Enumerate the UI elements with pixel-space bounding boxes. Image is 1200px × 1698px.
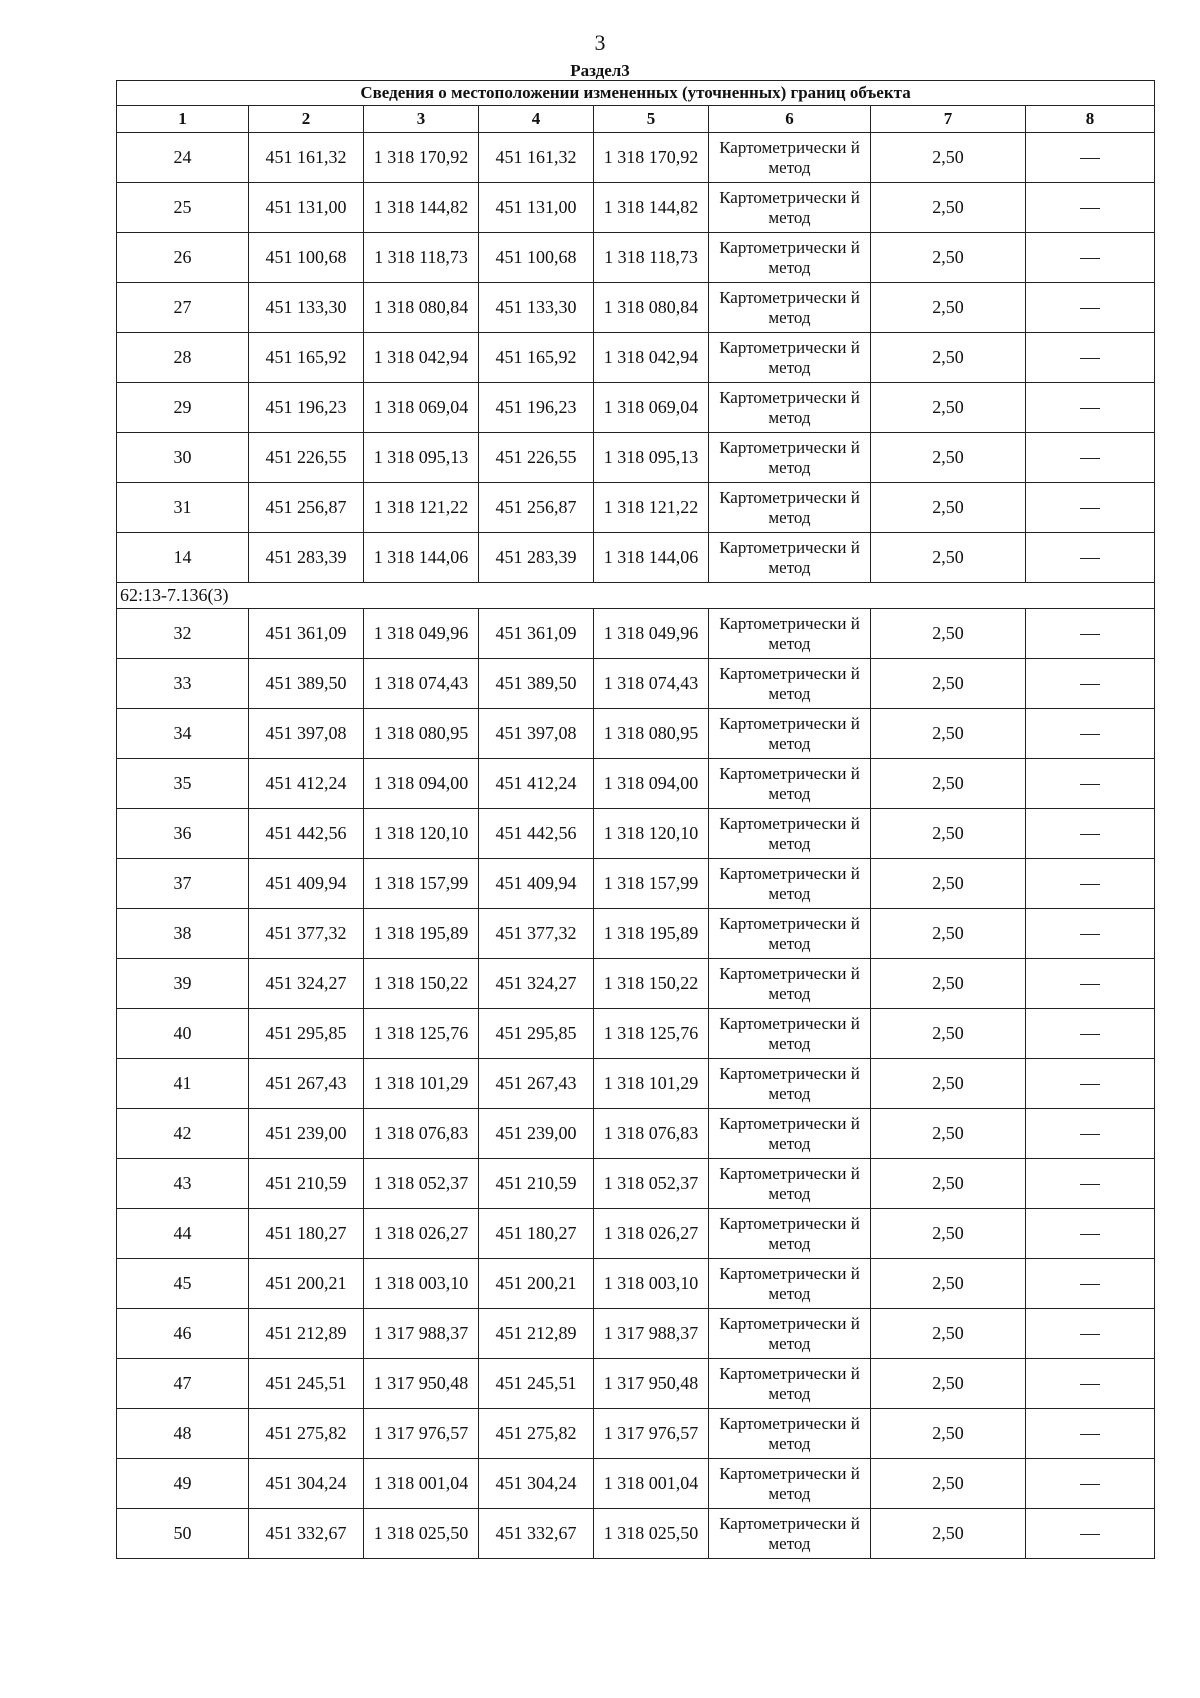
method-cell: Картометрически й метод [709,1359,871,1409]
method-cell: Картометрически й метод [709,1309,871,1359]
precision-cell: 2,50 [871,859,1026,909]
x-new-cell: 451 275,82 [479,1409,594,1459]
precision-cell: 2,50 [871,1209,1026,1259]
y-new-cell: 1 318 094,00 [594,759,709,809]
table-row [117,709,1155,759]
y-old-cell: 1 318 080,95 [364,709,479,759]
point-number-cell: 40 [117,1009,249,1059]
x-new-cell: 451 295,85 [479,1009,594,1059]
x-old-cell: 451 239,00 [249,1109,364,1159]
dash-marker [1080,634,1100,635]
y-new-cell: 1 317 950,48 [594,1359,709,1409]
precision-cell: 2,50 [871,1459,1026,1509]
method-cell: Картометрически й метод [709,709,871,759]
precision-cell: 2,50 [871,659,1026,709]
x-new-cell: 451 389,50 [479,659,594,709]
y-old-cell: 1 318 052,37 [364,1159,479,1209]
y-old-cell: 1 318 001,04 [364,1459,479,1509]
y-old-cell: 1 318 101,29 [364,1059,479,1109]
precision-cell: 2,50 [871,1359,1026,1409]
empty-cell [1026,759,1155,809]
point-number-cell: 39 [117,959,249,1009]
point-number-cell: 14 [117,533,249,583]
dash-marker [1080,834,1100,835]
point-number-cell: 25 [117,183,249,233]
empty-cell [1026,1459,1155,1509]
column-header: 3 [364,106,479,133]
y-new-cell: 1 318 069,04 [594,383,709,433]
y-new-cell: 1 318 001,04 [594,1459,709,1509]
table-row [117,433,1155,483]
x-old-cell: 451 256,87 [249,483,364,533]
column-header-row [117,106,1155,133]
empty-cell [1026,1209,1155,1259]
precision-cell: 2,50 [871,183,1026,233]
x-old-cell: 451 361,09 [249,609,364,659]
y-new-cell: 1 318 042,94 [594,333,709,383]
y-new-cell: 1 318 101,29 [594,1059,709,1109]
y-old-cell: 1 318 003,10 [364,1259,479,1309]
dash-marker [1080,308,1100,309]
point-number-cell: 45 [117,1259,249,1309]
y-new-cell: 1 318 170,92 [594,133,709,183]
y-new-cell: 1 318 157,99 [594,859,709,909]
table-row [117,1209,1155,1259]
x-new-cell: 451 442,56 [479,809,594,859]
method-cell: Картометрически й метод [709,809,871,859]
point-number-cell: 50 [117,1509,249,1559]
dash-marker [1080,1284,1100,1285]
x-old-cell: 451 283,39 [249,533,364,583]
x-old-cell: 451 165,92 [249,333,364,383]
dash-marker [1080,258,1100,259]
table-row [117,909,1155,959]
y-new-cell: 1 318 125,76 [594,1009,709,1059]
x-old-cell: 451 267,43 [249,1059,364,1109]
point-number-cell: 27 [117,283,249,333]
precision-cell: 2,50 [871,1059,1026,1109]
method-cell: Картометрически й метод [709,759,871,809]
method-cell: Картометрически й метод [709,333,871,383]
x-old-cell: 451 180,27 [249,1209,364,1259]
table-row [117,1409,1155,1459]
y-new-cell: 1 318 049,96 [594,609,709,659]
y-old-cell: 1 318 069,04 [364,383,479,433]
table-caption: Сведения о местоположении измененных (уточненных) границ объекта [117,81,1155,106]
point-number-cell: 36 [117,809,249,859]
y-new-cell: 1 317 988,37 [594,1309,709,1359]
table-row [117,133,1155,183]
table-row [117,1309,1155,1359]
empty-cell [1026,959,1155,1009]
page-number: 3 [594,30,606,55]
table-row [117,759,1155,809]
dash-marker [1080,784,1100,785]
x-old-cell: 451 389,50 [249,659,364,709]
point-number-cell: 44 [117,1209,249,1259]
point-number-cell: 28 [117,333,249,383]
column-header: 6 [709,106,871,133]
method-cell: Картометрически й метод [709,959,871,1009]
point-number-cell: 30 [117,433,249,483]
x-old-cell: 451 210,59 [249,1159,364,1209]
dash-marker [1080,1184,1100,1185]
method-cell: Картометрически й метод [709,1409,871,1459]
method-cell: Картометрически й метод [709,533,871,583]
table-row [117,659,1155,709]
empty-cell [1026,1259,1155,1309]
x-new-cell: 451 324,27 [479,959,594,1009]
method-cell: Картометрически й метод [709,1459,871,1509]
column-header: 5 [594,106,709,133]
y-old-cell: 1 318 076,83 [364,1109,479,1159]
y-old-cell: 1 318 074,43 [364,659,479,709]
x-new-cell: 451 397,08 [479,709,594,759]
y-old-cell: 1 318 025,50 [364,1509,479,1559]
y-old-cell: 1 318 049,96 [364,609,479,659]
dash-marker [1080,1084,1100,1085]
x-old-cell: 451 324,27 [249,959,364,1009]
dash-marker [1080,508,1100,509]
dash-marker [1080,684,1100,685]
table-row [117,1459,1155,1509]
empty-cell [1026,709,1155,759]
y-new-cell: 1 318 121,22 [594,483,709,533]
y-new-cell: 1 318 195,89 [594,909,709,959]
y-old-cell: 1 318 144,82 [364,183,479,233]
empty-cell [1026,233,1155,283]
dash-marker [1080,1134,1100,1135]
empty-cell [1026,909,1155,959]
method-cell: Картометрически й метод [709,483,871,533]
precision-cell: 2,50 [871,1259,1026,1309]
x-new-cell: 451 267,43 [479,1059,594,1109]
method-cell: Картометрически й метод [709,183,871,233]
empty-cell [1026,1409,1155,1459]
method-cell: Картометрически й метод [709,1009,871,1059]
x-new-cell: 451 200,21 [479,1259,594,1309]
y-new-cell: 1 318 076,83 [594,1109,709,1159]
empty-cell [1026,1059,1155,1109]
group-row [117,583,1155,609]
precision-cell: 2,50 [871,1009,1026,1059]
precision-cell: 2,50 [871,283,1026,333]
x-old-cell: 451 133,30 [249,283,364,333]
y-old-cell: 1 317 976,57 [364,1409,479,1459]
x-old-cell: 451 212,89 [249,1309,364,1359]
precision-cell: 2,50 [871,1409,1026,1459]
method-cell: Картометрически й метод [709,609,871,659]
point-number-cell: 29 [117,383,249,433]
dash-marker [1080,1484,1100,1485]
y-new-cell: 1 318 074,43 [594,659,709,709]
dash-marker [1080,358,1100,359]
dash-marker [1080,1234,1100,1235]
empty-cell [1026,1109,1155,1159]
y-old-cell: 1 318 121,22 [364,483,479,533]
precision-cell: 2,50 [871,809,1026,859]
method-cell: Картометрически й метод [709,909,871,959]
dash-marker [1080,1334,1100,1335]
table-row [117,859,1155,909]
precision-cell: 2,50 [871,609,1026,659]
precision-cell: 2,50 [871,1109,1026,1159]
table-row [117,1009,1155,1059]
x-new-cell: 451 409,94 [479,859,594,909]
table-row [117,1359,1155,1409]
x-old-cell: 451 442,56 [249,809,364,859]
table-row [117,383,1155,433]
x-new-cell: 451 131,00 [479,183,594,233]
table-row [117,483,1155,533]
table-row [117,333,1155,383]
x-new-cell: 451 239,00 [479,1109,594,1159]
x-old-cell: 451 226,55 [249,433,364,483]
x-new-cell: 451 412,24 [479,759,594,809]
x-old-cell: 451 196,23 [249,383,364,433]
y-old-cell: 1 318 170,92 [364,133,479,183]
precision-cell: 2,50 [871,333,1026,383]
column-header: 4 [479,106,594,133]
y-new-cell: 1 318 080,84 [594,283,709,333]
empty-cell [1026,809,1155,859]
point-number-cell: 24 [117,133,249,183]
table-body [117,133,1155,1559]
y-old-cell: 1 318 144,06 [364,533,479,583]
empty-cell [1026,1009,1155,1059]
precision-cell: 2,50 [871,233,1026,283]
x-new-cell: 451 180,27 [479,1209,594,1259]
empty-cell [1026,1509,1155,1559]
table-row [117,183,1155,233]
group-label: 62:13-7.136(3) [117,583,1155,609]
y-old-cell: 1 318 095,13 [364,433,479,483]
empty-cell [1026,433,1155,483]
method-cell: Картометрически й метод [709,1509,871,1559]
y-new-cell: 1 318 052,37 [594,1159,709,1209]
y-old-cell: 1 318 195,89 [364,909,479,959]
y-old-cell: 1 318 042,94 [364,333,479,383]
x-old-cell: 451 100,68 [249,233,364,283]
empty-cell [1026,609,1155,659]
y-new-cell: 1 318 095,13 [594,433,709,483]
empty-cell [1026,183,1155,233]
dash-marker [1080,984,1100,985]
x-old-cell: 451 131,00 [249,183,364,233]
empty-cell [1026,283,1155,333]
x-new-cell: 451 212,89 [479,1309,594,1359]
empty-cell [1026,659,1155,709]
dash-marker [1080,884,1100,885]
empty-cell [1026,533,1155,583]
x-old-cell: 451 295,85 [249,1009,364,1059]
table-row [117,1059,1155,1109]
precision-cell: 2,50 [871,533,1026,583]
empty-cell [1026,383,1155,433]
dash-marker [1080,1434,1100,1435]
method-cell: Картометрически й метод [709,1159,871,1209]
dash-marker [1080,1384,1100,1385]
method-cell: Картометрически й метод [709,659,871,709]
table-row [117,809,1155,859]
table-row [117,283,1155,333]
method-cell: Картометрически й метод [709,1059,871,1109]
method-cell: Картометрически й метод [709,283,871,333]
dash-marker [1080,208,1100,209]
y-old-cell: 1 318 080,84 [364,283,479,333]
x-new-cell: 451 161,32 [479,133,594,183]
x-new-cell: 451 256,87 [479,483,594,533]
precision-cell: 2,50 [871,909,1026,959]
empty-cell [1026,1309,1155,1359]
x-old-cell: 451 332,67 [249,1509,364,1559]
dash-marker [1080,734,1100,735]
boundary-coordinates-table [116,80,1155,1559]
precision-cell: 2,50 [871,709,1026,759]
y-new-cell: 1 318 150,22 [594,959,709,1009]
empty-cell [1026,133,1155,183]
section-title: Раздел3 [570,61,630,80]
table-caption-row [117,81,1155,106]
empty-cell [1026,1359,1155,1409]
table-row [117,233,1155,283]
x-old-cell: 451 304,24 [249,1459,364,1509]
x-new-cell: 451 332,67 [479,1509,594,1559]
precision-cell: 2,50 [871,759,1026,809]
method-cell: Картометрически й метод [709,433,871,483]
column-header: 2 [249,106,364,133]
method-cell: Картометрически й метод [709,859,871,909]
y-old-cell: 1 318 026,27 [364,1209,479,1259]
y-old-cell: 1 318 120,10 [364,809,479,859]
x-old-cell: 451 161,32 [249,133,364,183]
x-old-cell: 451 412,24 [249,759,364,809]
precision-cell: 2,50 [871,383,1026,433]
precision-cell: 2,50 [871,483,1026,533]
point-number-cell: 26 [117,233,249,283]
dash-marker [1080,558,1100,559]
y-new-cell: 1 318 003,10 [594,1259,709,1309]
dash-marker [1080,1534,1100,1535]
precision-cell: 2,50 [871,133,1026,183]
point-number-cell: 35 [117,759,249,809]
x-new-cell: 451 283,39 [479,533,594,583]
dash-marker [1080,934,1100,935]
method-cell: Картометрически й метод [709,133,871,183]
x-old-cell: 451 377,32 [249,909,364,959]
empty-cell [1026,333,1155,383]
x-new-cell: 451 196,23 [479,383,594,433]
column-header: 1 [117,106,249,133]
dash-marker [1080,408,1100,409]
point-number-cell: 38 [117,909,249,959]
x-new-cell: 451 210,59 [479,1159,594,1209]
point-number-cell: 31 [117,483,249,533]
table-row [117,959,1155,1009]
empty-cell [1026,483,1155,533]
point-number-cell: 49 [117,1459,249,1509]
dash-marker [1080,1034,1100,1035]
x-old-cell: 451 397,08 [249,709,364,759]
precision-cell: 2,50 [871,1509,1026,1559]
y-old-cell: 1 318 125,76 [364,1009,479,1059]
y-new-cell: 1 318 025,50 [594,1509,709,1559]
x-new-cell: 451 245,51 [479,1359,594,1409]
point-number-cell: 34 [117,709,249,759]
point-number-cell: 42 [117,1109,249,1159]
point-number-cell: 46 [117,1309,249,1359]
y-old-cell: 1 318 094,00 [364,759,479,809]
y-old-cell: 1 318 150,22 [364,959,479,1009]
point-number-cell: 33 [117,659,249,709]
dash-marker [1080,458,1100,459]
method-cell: Картометрически й метод [709,1209,871,1259]
x-old-cell: 451 245,51 [249,1359,364,1409]
x-old-cell: 451 275,82 [249,1409,364,1459]
x-new-cell: 451 377,32 [479,909,594,959]
x-new-cell: 451 165,92 [479,333,594,383]
table-row [117,1509,1155,1559]
precision-cell: 2,50 [871,959,1026,1009]
column-header: 7 [871,106,1026,133]
y-new-cell: 1 317 976,57 [594,1409,709,1459]
y-new-cell: 1 318 120,10 [594,809,709,859]
y-old-cell: 1 317 988,37 [364,1309,479,1359]
empty-cell [1026,1159,1155,1209]
y-old-cell: 1 317 950,48 [364,1359,479,1409]
method-cell: Картометрически й метод [709,1109,871,1159]
table-row [117,1259,1155,1309]
table-row [117,533,1155,583]
point-number-cell: 48 [117,1409,249,1459]
x-new-cell: 451 304,24 [479,1459,594,1509]
point-number-cell: 41 [117,1059,249,1109]
y-old-cell: 1 318 157,99 [364,859,479,909]
column-header: 8 [1026,106,1155,133]
method-cell: Картометрически й метод [709,233,871,283]
point-number-cell: 47 [117,1359,249,1409]
y-new-cell: 1 318 144,06 [594,533,709,583]
dash-marker [1080,158,1100,159]
y-new-cell: 1 318 144,82 [594,183,709,233]
y-new-cell: 1 318 118,73 [594,233,709,283]
y-new-cell: 1 318 026,27 [594,1209,709,1259]
table-row [117,609,1155,659]
table-row [117,1109,1155,1159]
point-number-cell: 37 [117,859,249,909]
x-new-cell: 451 226,55 [479,433,594,483]
x-old-cell: 451 200,21 [249,1259,364,1309]
y-old-cell: 1 318 118,73 [364,233,479,283]
table-row [117,1159,1155,1209]
y-new-cell: 1 318 080,95 [594,709,709,759]
x-old-cell: 451 409,94 [249,859,364,909]
empty-cell [1026,859,1155,909]
precision-cell: 2,50 [871,1159,1026,1209]
method-cell: Картометрически й метод [709,1259,871,1309]
precision-cell: 2,50 [871,433,1026,483]
precision-cell: 2,50 [871,1309,1026,1359]
point-number-cell: 32 [117,609,249,659]
x-new-cell: 451 361,09 [479,609,594,659]
method-cell: Картометрически й метод [709,383,871,433]
x-new-cell: 451 100,68 [479,233,594,283]
x-new-cell: 451 133,30 [479,283,594,333]
point-number-cell: 43 [117,1159,249,1209]
